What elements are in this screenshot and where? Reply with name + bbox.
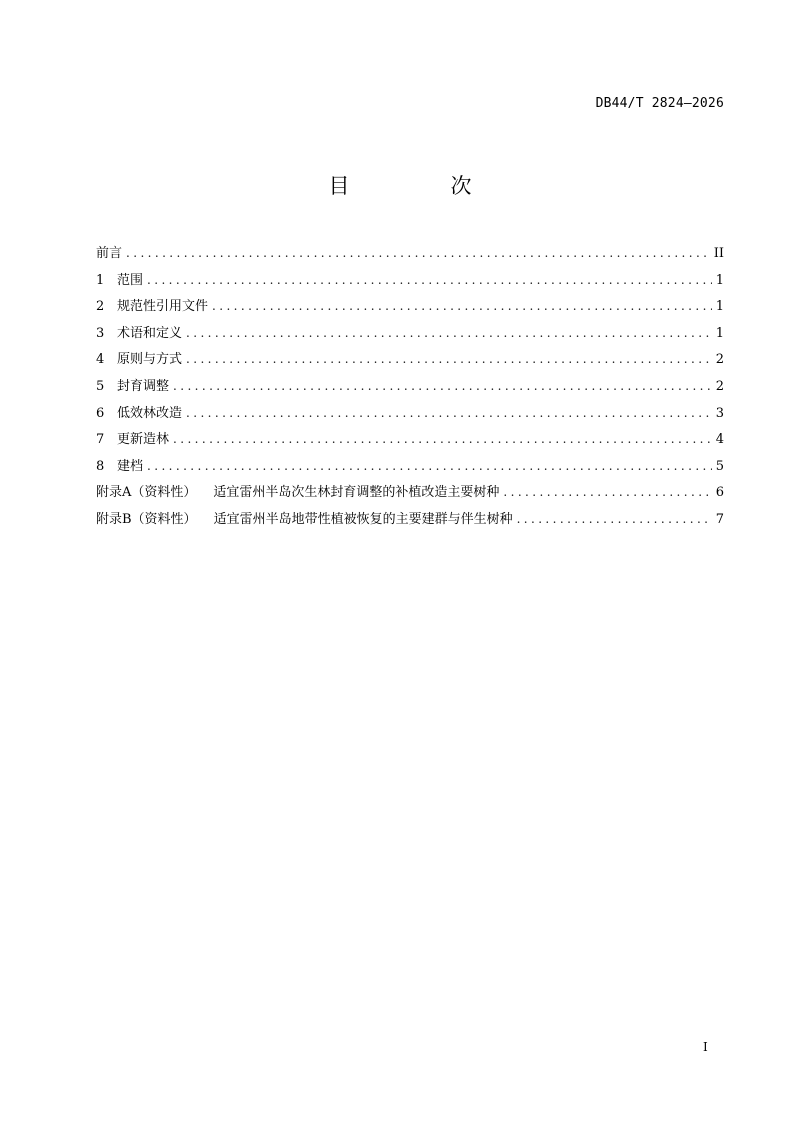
toc-entry-scope[interactable] (96, 269, 724, 296)
toc-entry-number: 4 (96, 352, 105, 368)
toc-entry-page: 3 (715, 405, 724, 421)
toc-leader-dots (503, 485, 711, 499)
toc-entry-page: 2 (715, 378, 724, 394)
toc-entry-appendix-b[interactable] (96, 508, 724, 535)
toc-leader-dots (147, 459, 712, 473)
toc-entry-principles[interactable] (96, 348, 724, 375)
page-number: I (703, 1040, 708, 1054)
toc-entry-page: 2 (715, 352, 724, 368)
toc-leader-dots (212, 299, 712, 313)
toc-entry-label: 附录A（资料性） (96, 485, 197, 501)
toc-leader-dots (186, 352, 712, 366)
toc-entry-page: 5 (715, 458, 724, 474)
toc-entry-normative-references[interactable] (96, 295, 724, 322)
toc-entry-label: 封育调整 (117, 378, 170, 394)
toc-entry-appendix-a[interactable] (96, 481, 724, 508)
toc-entry-page: 4 (715, 432, 724, 448)
toc-leader-dots (173, 379, 712, 393)
toc-leader-dots (186, 326, 712, 340)
toc-entry-closure-adjustment[interactable] (96, 375, 724, 402)
toc-entry-number: 8 (96, 458, 105, 474)
toc-entry-foreword[interactable] (96, 242, 724, 269)
table-of-contents (96, 242, 724, 535)
toc-entry-number: 7 (96, 432, 105, 448)
toc-entry-reforestation[interactable] (96, 428, 724, 455)
toc-entry-page: II (713, 246, 724, 261)
toc-entry-page: 1 (715, 299, 724, 315)
toc-entry-number: 2 (96, 299, 105, 315)
toc-entry-label: 低效林改造 (117, 405, 183, 421)
toc-entry-label: 建档 (117, 458, 144, 474)
toc-entry-low-efficiency-forest[interactable] (96, 402, 724, 429)
toc-entry-label: 规范性引用文件 (117, 299, 209, 315)
toc-leader-dots (126, 246, 710, 260)
document-code: DB44/T 2824—2026 (595, 96, 724, 111)
toc-entry-label: 前言 (96, 246, 123, 261)
toc-leader-dots (186, 406, 712, 420)
toc-entry-label: 原则与方式 (117, 352, 183, 368)
toc-entry-number: 1 (96, 272, 105, 288)
toc-leader-dots (147, 273, 712, 287)
toc-entry-label: 附录B（资料性） (96, 511, 197, 527)
toc-entry-page: 1 (715, 272, 724, 288)
toc-entry-page: 7 (715, 511, 724, 527)
toc-entry-number: 5 (96, 378, 105, 394)
toc-entry-label: 范围 (117, 272, 144, 288)
toc-entry-number: 6 (96, 405, 105, 421)
toc-title: 目 次 (328, 174, 512, 198)
toc-entry-appendix-title: 适宜雷州半岛地带性植被恢复的主要建群与伴生树种 (213, 511, 513, 527)
toc-entry-appendix-title: 适宜雷州半岛次生林封育调整的补植改造主要树种 (213, 485, 500, 501)
toc-leader-dots (173, 432, 712, 446)
toc-entry-terms-definitions[interactable] (96, 322, 724, 349)
toc-entry-archiving[interactable] (96, 455, 724, 482)
toc-leader-dots (517, 512, 712, 526)
toc-entry-page: 6 (715, 485, 724, 501)
toc-entry-page: 1 (715, 325, 724, 341)
toc-entry-label: 更新造林 (117, 432, 170, 448)
toc-entry-label: 术语和定义 (117, 325, 183, 341)
toc-entry-number: 3 (96, 325, 105, 341)
